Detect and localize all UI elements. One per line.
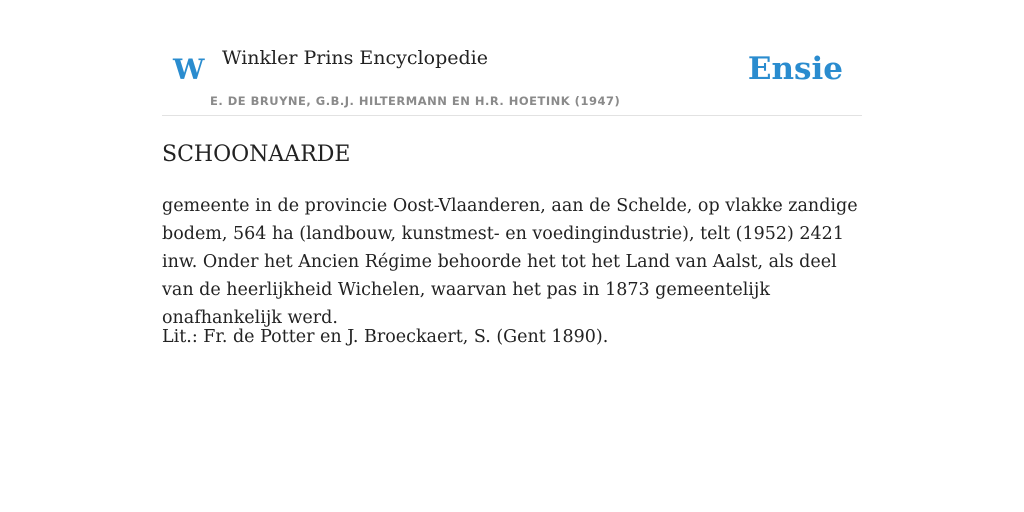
entry-body: gemeente in de provincie Oost-Vlaanderen, aan de Schelde, op vlakke zandige bodem, 564 ha (landbouw, kunstmest- en voedingindustrie), telt (1952) 2421 inw. Onder het Ancien Régime behoorde het tot het Land van Aalst, als deel van de heerlijkheid Wichelen, waarvan het pas in 1873 gemeentelijk onafhankelijk werd. [162,196,858,328]
publication-title[interactable]: Winkler Prins Encyclopedie [222,47,488,69]
entry-title: SCHOONAARDE [162,142,351,167]
publication-header [162,0,862,116]
entry-literature: Lit.: Fr. de Potter en J. Broeckaert, S. (Gent 1890). [162,327,609,347]
publication-logo[interactable]: W [173,53,205,86]
article-container [162,0,862,347]
ensie-brand-logo[interactable]: Ensie [747,51,843,87]
publication-authors: E. DE BRUYNE, G.B.J. HILTERMANN EN H.R. HOETINK (1947) [210,94,621,108]
